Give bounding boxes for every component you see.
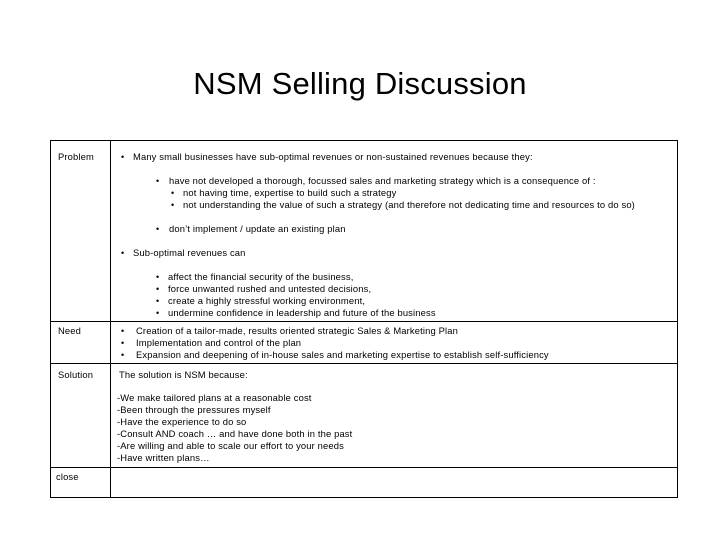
bullet-icon: • (121, 248, 125, 258)
bullet-icon: • (121, 152, 125, 162)
bullet-icon: • (156, 272, 160, 282)
bullet-icon: • (121, 326, 125, 336)
list-item: force unwanted rushed and untested decisions, (168, 283, 372, 294)
list-item: -Have the experience to do so (117, 416, 247, 427)
list-item: Creation of a tailor-made, results oriented strategic Sales & Marketing Plan (136, 325, 458, 336)
discussion-table (50, 140, 678, 498)
page-title: NSM Selling Discussion (193, 66, 527, 101)
list-item: create a highly stressful working environment, (168, 295, 366, 306)
problem-sub-2: don’t implement / update an existing plan (169, 223, 346, 234)
bullet-icon: • (156, 296, 160, 306)
bullet-icon: • (156, 284, 160, 294)
row-label-close: close (56, 471, 79, 482)
row-label-solution: Solution (58, 369, 94, 380)
row-divider-close (51, 467, 677, 468)
bullet-icon: • (156, 176, 160, 186)
list-item: undermine confidence in leadership and future of the business (168, 307, 436, 318)
list-item: -Consult AND coach … and have done both in the past (117, 428, 353, 439)
list-item: Implementation and control of the plan (136, 337, 302, 348)
column-divider (110, 141, 111, 497)
problem-bullet-1: Many small businesses have sub-optimal revenues or non-sustained revenues because they: (133, 151, 533, 162)
list-item: -Been through the pressures myself (117, 404, 271, 415)
solution-intro: The solution is NSM because: (119, 369, 248, 380)
bullet-icon: • (156, 224, 160, 234)
problem-bullet-2: Sub-optimal revenues can (133, 247, 246, 258)
problem-sub-1a: not having time, expertise to build such a strategy (183, 187, 397, 198)
row-divider-solution (51, 363, 677, 364)
problem-sub-1b: not understanding the value of such a strategy (and therefore not dedicating time and resources to do so) (183, 199, 635, 210)
row-label-problem: Problem (58, 151, 94, 162)
list-item: -Have written plans… (117, 452, 210, 463)
row-label-need: Need (58, 325, 82, 336)
bullet-icon: • (171, 188, 175, 198)
list-item: -We make tailored plans at a reasonable cost (117, 392, 312, 403)
bullet-icon: • (121, 350, 125, 360)
row-divider-need (51, 321, 677, 322)
list-item: -Are willing and able to scale our effort to your needs (117, 440, 344, 451)
list-item: Expansion and deepening of in-house sales and marketing expertise to establish self-sufficiency (136, 349, 549, 360)
bullet-icon: • (156, 308, 160, 318)
bullet-icon: • (121, 338, 125, 348)
bullet-icon: • (171, 200, 175, 210)
list-item: affect the financial security of the business, (168, 271, 354, 282)
problem-sub-1: have not developed a thorough, focussed sales and marketing strategy which is a consequence of : (169, 175, 596, 186)
